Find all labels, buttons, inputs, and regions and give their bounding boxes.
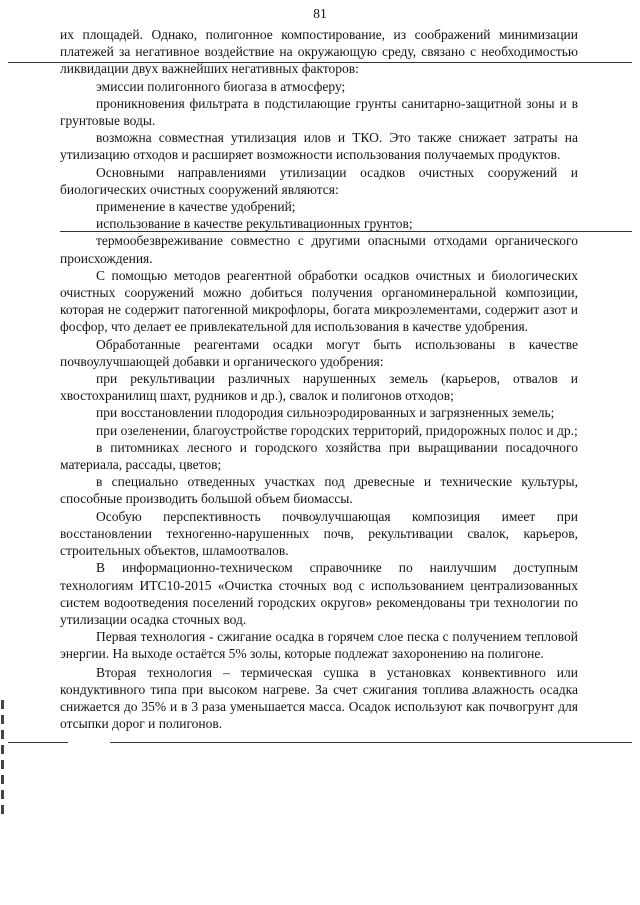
list-item: при рекультивации различных нарушенных земель (карьеров, отвалов и хвостохранилищ шахт, рудников и др.), свалок и полигонов отходов; — [60, 371, 578, 404]
paragraph: возможна совместная утилизация илов и ТКО. Это также снижает затраты на утилизацию отходов и расширяет возможности использования получаемых продуктов. — [60, 130, 578, 163]
list-item: применение в качестве удобрений; — [96, 199, 296, 215]
paragraph: Основными направлениями утилизации осадков очистных сооружений и биологических очистных сооружений являются: — [60, 164, 578, 197]
paragraph: В информационно-техническом справочнике по наилучшим доступным технологиям ИТС10-2015 «Очистка сточных вод с использованием централизованных систем водоотведения поселений городских округов» рекомендованы три технологии по утилизации осадка сточных вод. — [60, 560, 578, 627]
list-item: эмиссии полигонного биогаза в атмосферу; — [96, 78, 346, 94]
page-number: 81 — [313, 6, 327, 21]
list-item: проникновения фильтрата в подстилающие грунты санитарно-защитной зоны и в грунтовые воды. — [60, 95, 578, 129]
list-item: в специально отведенных участках под древесные и технические культуры, способные производить большой объем биомассы. — [60, 474, 578, 507]
list-item: использование в качестве рекультивационных грунтов; — [96, 216, 413, 232]
paragraph: их площадей. Однако, полигонное компостирование, из соображений минимизации платежей за негативное воздействие на окружающую среду, связано с необходимостью ликвидации двух важнейших негативных факторов: — [60, 27, 578, 77]
paragraph: Вторая технология – термическая сушка в установках конвективного или кондуктивного типа при высоком нагреве. За счет сжигания топлива влажность осадка снижается до 35% и в 3 раза уменьшается масса. Осадок используют как почвогрунт для отсыпки дорог и полигонов. — [60, 664, 578, 732]
scan-rule-lower — [110, 742, 632, 743]
paragraph: Обработанные реагентами осадки могут быть использованы в качестве почвоулучшающей добавки и органического удобрения: — [60, 336, 578, 369]
binding-edge-marks — [1, 700, 5, 830]
paragraph: С помощью методов реагентной обработки осадков очистных и биологических очистных сооружений можно добиться получения органоминеральной композиции, которая не содержит патогенной микрофлоры, богата микроэлементами, содержит азот и фосфор, что делает ее привлекательной для использования в качестве удобрения. — [60, 267, 578, 335]
list-item: при восстановлении плодородия сильноэродированных и загрязненных земель; — [96, 405, 555, 421]
list-item: в питомниках лесного и городского хозяйства при выращивании посадочного материала, рассады, цветов; — [60, 439, 578, 473]
list-item: при озеленении, благоустройстве городских территорий, придорожных полос и др.; — [96, 422, 578, 438]
paragraph: Особую перспективность почвоулучшающая композиция имеет при восстановлении техногенно-нарушенных почв, рекультивации свалок, карьеров, строительных объектов, шламоотвалов. — [60, 508, 578, 559]
paragraph: Первая технология - сжигание осадка в горячем слое песка с получением тепловой энергии. На выходе остаётся 5% золы, которые подлежат захоронению на полигоне. — [60, 629, 578, 662]
body-text — [60, 26, 578, 732]
scan-rule-lower-short — [8, 742, 68, 743]
list-item: термообезвреживание совместно с другими опасными отходами органического происхождения. — [60, 233, 578, 266]
